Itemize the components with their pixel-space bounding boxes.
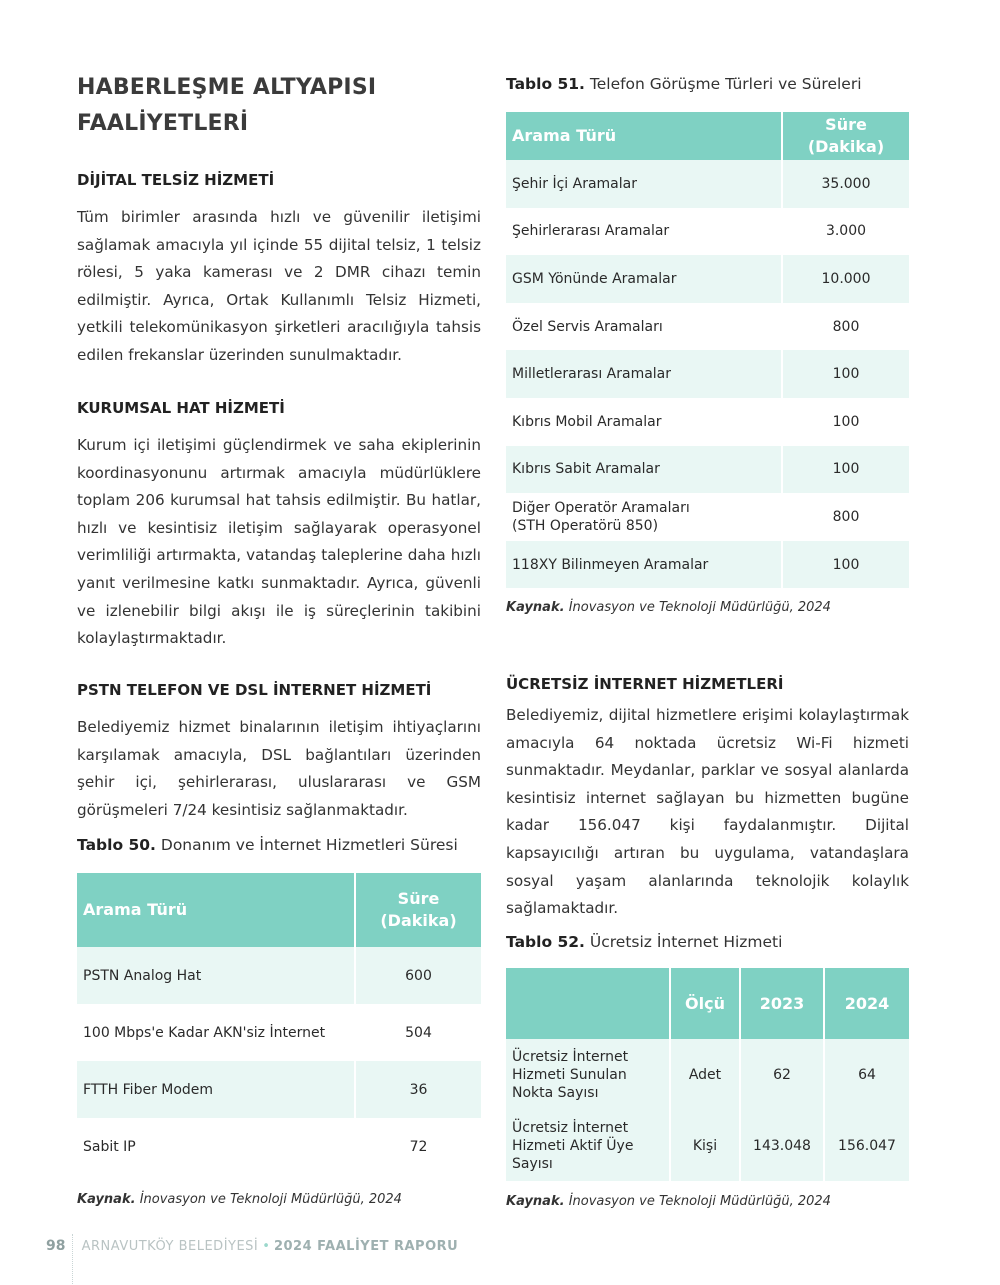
footer-organization: ARNAVUTKÖY BELEDİYESİ [81, 1239, 259, 1254]
page-title-line2: FAALİYETLERİ [77, 111, 249, 136]
row-value: 3.000 [782, 208, 909, 256]
row-value: 100 [782, 398, 909, 446]
row-label-line: Diğer Operatör Aramaları [512, 499, 690, 516]
row-value: 800 [782, 303, 909, 351]
table-row [506, 208, 909, 256]
table-header-row [506, 968, 909, 1039]
source-text: İnovasyon ve Teknoloji Müdürlüğü, 2024 [568, 1194, 831, 1209]
table-52-header-2024: 2024 [824, 968, 909, 1039]
table-row [506, 303, 909, 351]
header-line: Süre [397, 889, 440, 908]
table-51-title: Telefon Görüşme Türleri ve Süreleri [589, 75, 862, 93]
source-text: İnovasyon ve Teknoloji Müdürlüğü, 2024 [568, 600, 831, 615]
footer-divider [72, 1234, 81, 1284]
page-footer [46, 1238, 458, 1262]
header-line: Süre [825, 115, 867, 134]
table-header-row [506, 112, 909, 160]
row-value: 600 [355, 947, 481, 1004]
section-heading-pstn-dsl: PSTN TELEFON VE DSL İNTERNET HİZMETİ [77, 681, 432, 699]
table-50 [77, 873, 481, 1175]
table-row [77, 1061, 481, 1118]
table-51-label: Tablo 51. [506, 75, 585, 93]
table-51-header-duration [782, 112, 909, 160]
table-52-header-2023: 2023 [740, 968, 824, 1039]
source-label: Kaynak. [506, 1194, 565, 1209]
table-row [77, 1004, 481, 1061]
section-heading-digital-radio: DİJİTAL TELSİZ HİZMETİ [77, 171, 275, 189]
source-label: Kaynak. [77, 1192, 136, 1207]
left-column [77, 70, 481, 1207]
header-line: (Dakika) [380, 911, 457, 930]
row-unit: Kişi [670, 1111, 740, 1181]
row-label: Şehir İçi Aramalar [506, 160, 782, 208]
table-row [506, 493, 909, 541]
row-label: Milletlerarası Aramalar [506, 350, 782, 398]
table-header-row [77, 873, 481, 947]
row-label-line: Ücretsiz İnternet [512, 1120, 629, 1136]
footer-report-title: 2024 FAALİYET RAPORU [273, 1239, 459, 1254]
row-value: 100 [782, 446, 909, 494]
row-value-2024: 64 [824, 1039, 909, 1111]
table-52-source [506, 1194, 909, 1209]
row-label [506, 1039, 670, 1111]
table-row [506, 541, 909, 589]
table-52-header-empty [506, 968, 670, 1039]
table-51 [506, 112, 909, 588]
table-row [506, 1111, 909, 1181]
row-label-line: (STH Operatörü 850) [512, 517, 659, 534]
row-value-2024: 156.047 [824, 1111, 909, 1181]
table-50-header-duration [355, 873, 481, 947]
row-value: 800 [782, 493, 909, 541]
row-value: 504 [355, 1004, 481, 1061]
row-label-line: Ücretsiz İnternet [512, 1049, 629, 1065]
table-50-title: Donanım ve İnternet Hizmetleri Süresi [160, 836, 458, 854]
row-value-2023: 143.048 [740, 1111, 824, 1181]
table-row [506, 1039, 909, 1111]
row-label: Şehirlerarası Aramalar [506, 208, 782, 256]
table-row [506, 446, 909, 494]
source-label: Kaynak. [506, 600, 565, 615]
table-row [506, 255, 909, 303]
section-text-corporate-line: Kurum içi iletişimi güçlendirmek ve saha ekiplerinin koordinasyonunu artırmak amacıyla müdürlüklere toplam 206 kurumsal hat tahsis edilmiştir. Bu hatlar, hızlı ve kesintisiz iletişim sağlayarak operasyonel verimliliği artırmakta, vatandaş taleplerine daha hızlı yanıt verilmesine katkı sunmaktadır. Ayrıca, güvenli ve izlenebilir bilgi akışı ile iş süreçlerinin takibini kolaylaştırmaktadır. [77, 436, 481, 648]
page-title-line1: HABERLEŞME ALTYAPISI [77, 75, 377, 100]
row-label: PSTN Analog Hat [77, 947, 355, 1004]
table-row [77, 947, 481, 1004]
section-heading-free-internet: ÜCRETSİZ İNTERNET HİZMETLERİ [506, 675, 784, 693]
row-label: GSM Yönünde Aramalar [506, 255, 782, 303]
page-title [77, 70, 481, 142]
row-label: 118XY Bilinmeyen Aramalar [506, 541, 782, 589]
section-text-pstn-dsl: Belediyemiz hizmet binalarının iletişim ihtiyaçlarını karşılamak amacıyla, DSL bağlantıları üzerinden şehir içi, şehirlerarası, uluslararası ve GSM görüşmeleri 7/24 kesintisiz sağlanmaktadır. [77, 718, 481, 819]
row-label [506, 1111, 670, 1181]
table-51-source [506, 600, 909, 615]
row-value: 35.000 [782, 160, 909, 208]
table-51-header-type: Arama Türü [506, 112, 782, 160]
row-label: Kıbrıs Sabit Aramalar [506, 446, 782, 494]
row-label-line: Sayısı [512, 1156, 553, 1172]
row-label-line: Nokta Sayısı [512, 1085, 599, 1101]
table-50-header-type: Arama Türü [77, 873, 355, 947]
section-text-free-internet: Belediyemiz, dijital hizmetlere erişimi kolaylaştırmak amacıyla 64 noktada ücretsiz Wi-Fi hizmeti sunmaktadır. Meydanlar, parklar ve sosyal alanlarda kesintisiz internet sağlayan bu hizmetten bugüne kadar 156.047 kişi faydalanmıştır. Dijital kapsayıcılığı artıran bu uygulama, vatandaşlara sosyal yaşam alanlarında teknolojik kolaylık sağlamaktadır. [506, 706, 909, 918]
header-line: (Dakika) [807, 137, 885, 156]
table-50-caption [77, 834, 481, 856]
row-label: FTTH Fiber Modem [77, 1061, 355, 1118]
section-heading-corporate-line: KURUMSAL HAT HİZMETİ [77, 399, 285, 417]
table-row [506, 160, 909, 208]
row-label-line: Hizmeti Aktif Üye [512, 1138, 634, 1154]
table-row [506, 398, 909, 446]
row-value-2023: 62 [740, 1039, 824, 1111]
table-51-caption [506, 73, 909, 95]
row-label: Özel Servis Aramaları [506, 303, 782, 351]
table-row [77, 1118, 481, 1175]
table-52-label: Tablo 52. [506, 933, 585, 951]
source-text: İnovasyon ve Teknoloji Müdürlüğü, 2024 [139, 1192, 402, 1207]
row-unit: Adet [670, 1039, 740, 1111]
row-label-line: Hizmeti Sunulan [512, 1067, 627, 1083]
table-50-source [77, 1192, 481, 1207]
row-label: Kıbrıs Mobil Aramalar [506, 398, 782, 446]
table-50-label: Tablo 50. [77, 836, 156, 854]
table-52-caption [506, 931, 909, 953]
section-text-digital-radio: Tüm birimler arasında hızlı ve güvenilir iletişimi sağlamak amacıyla yıl içinde 55 dijital telsiz, 1 telsiz rölesi, 5 yaka kamerası ve 2 DMR cihazı temin edilmiştir. Ayrıca, Ortak Kullanımlı Telsiz Hizmeti, yetkili telekomünikasyon şirketleri aracılığıyla tahsis edilen frekanslar üzerinden sunulmaktadır. [77, 208, 481, 364]
row-label: 100 Mbps'e Kadar AKN'siz İnternet [77, 1004, 355, 1061]
row-label [506, 493, 782, 541]
row-value: 100 [782, 541, 909, 589]
table-row [506, 350, 909, 398]
footer-separator: • [262, 1239, 270, 1254]
table-52-title: Ücretsiz İnternet Hizmeti [589, 933, 783, 951]
row-value: 36 [355, 1061, 481, 1118]
row-value: 100 [782, 350, 909, 398]
row-value: 10.000 [782, 255, 909, 303]
page-number: 98 [46, 1238, 66, 1254]
row-label: Sabit IP [77, 1118, 355, 1175]
row-value: 72 [355, 1118, 481, 1175]
table-52 [506, 968, 909, 1181]
table-52-header-unit: Ölçü [670, 968, 740, 1039]
